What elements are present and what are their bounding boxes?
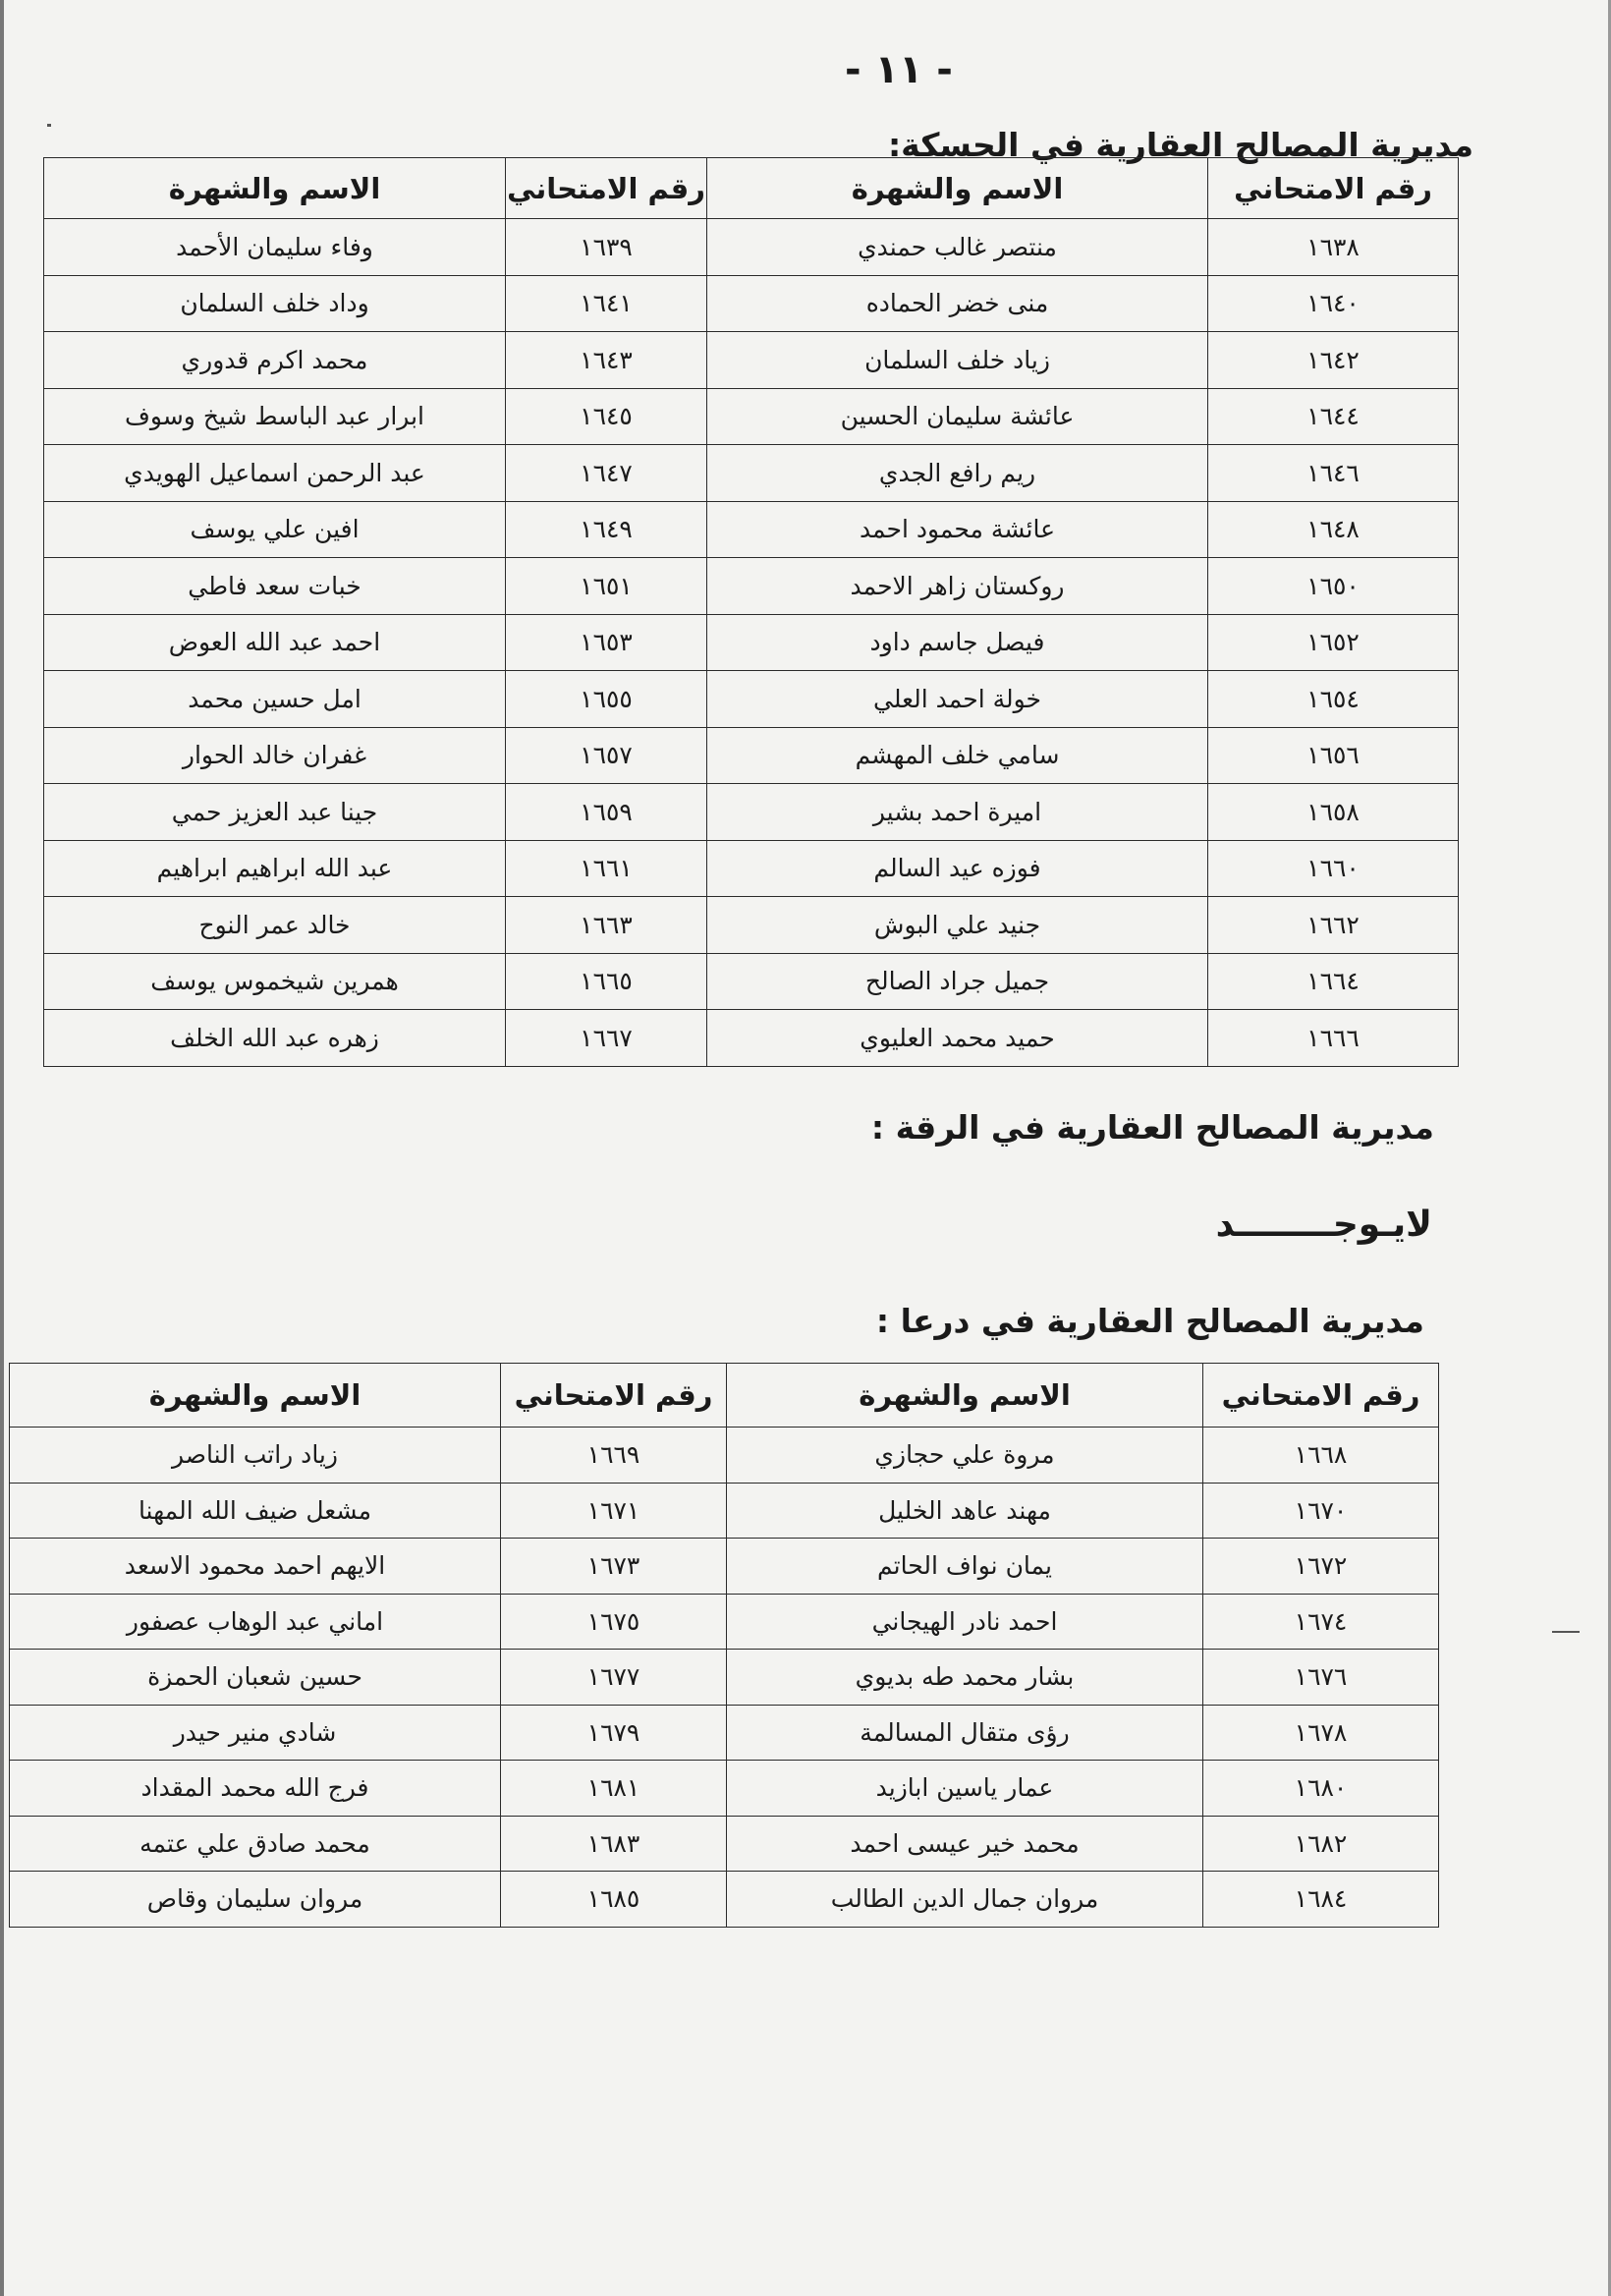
- cell-exam-number: ١٦٧٣: [501, 1539, 727, 1595]
- cell-full-name: افين علي يوسف: [44, 501, 506, 558]
- cell-full-name: همرين شيخموس يوسف: [44, 953, 506, 1010]
- cell-full-name: جميل جراد الصالح: [707, 953, 1208, 1010]
- cell-full-name: فيصل جاسم داود: [707, 614, 1208, 671]
- cell-full-name: مروان جمال الدين الطالب: [727, 1872, 1203, 1928]
- cell-full-name: فرج الله محمد المقداد: [10, 1761, 501, 1817]
- cell-full-name: بشار محمد طه بديوي: [727, 1650, 1203, 1706]
- cell-full-name: سامي خلف المهشم: [707, 727, 1208, 784]
- cell-exam-number: ١٦٥٨: [1208, 784, 1459, 841]
- cell-full-name: زهره عبد الله الخلف: [44, 1010, 506, 1067]
- cell-full-name: امل حسين محمد: [44, 671, 506, 728]
- table-row: [44, 388, 1459, 445]
- cell-full-name: مروة علي حجازي: [727, 1428, 1203, 1484]
- table-row: [10, 1761, 1439, 1817]
- margin-mark: [1552, 1631, 1580, 1633]
- table-row: [44, 1010, 1459, 1067]
- cell-full-name: اميرة احمد بشير: [707, 784, 1208, 841]
- table-body-hasakah: [44, 219, 1459, 1067]
- cell-full-name: عبد الرحمن اسماعيل الهويدي: [44, 445, 506, 502]
- section-heading-daraa: مديرية المصالح العقارية في درعا :: [875, 1302, 1424, 1340]
- cell-exam-number: ١٦٨٣: [501, 1816, 727, 1872]
- cell-exam-number: ١٦٥٠: [1208, 558, 1459, 615]
- table-row: [44, 897, 1459, 954]
- cell-full-name: غفران خالد الحوار: [44, 727, 506, 784]
- none-found-text: لايـوجــــــــد: [1215, 1204, 1432, 1245]
- header-exam-number: رقم الامتحاني: [1203, 1364, 1439, 1428]
- cell-full-name: منى خضر الحماده: [707, 275, 1208, 332]
- cell-exam-number: ١٦٤١: [506, 275, 707, 332]
- table-hasakah: [43, 157, 1459, 1067]
- cell-full-name: ابرار عبد الباسط شيخ وسوف: [44, 388, 506, 445]
- table-row: [44, 784, 1459, 841]
- cell-exam-number: ١٦٨٢: [1203, 1816, 1439, 1872]
- cell-exam-number: ١٦٤٥: [506, 388, 707, 445]
- cell-exam-number: ١٦٣٩: [506, 219, 707, 276]
- header-full-name: الاسم والشهرة: [44, 158, 506, 219]
- page-number: - ١١ -: [845, 47, 953, 92]
- table-row: [44, 558, 1459, 615]
- table-row: [10, 1650, 1439, 1706]
- cell-exam-number: ١٦٥٥: [506, 671, 707, 728]
- cell-exam-number: ١٦٦٤: [1208, 953, 1459, 1010]
- cell-exam-number: ١٦٦٦: [1208, 1010, 1459, 1067]
- cell-exam-number: ١٦٧٥: [501, 1594, 727, 1650]
- cell-exam-number: ١٦٧٩: [501, 1705, 727, 1761]
- cell-full-name: يمان نواف الحاتم: [727, 1539, 1203, 1595]
- cell-exam-number: ١٦٨٠: [1203, 1761, 1439, 1817]
- table-row: [44, 219, 1459, 276]
- cell-exam-number: ١٦٣٨: [1208, 219, 1459, 276]
- cell-exam-number: ١٦٥٦: [1208, 727, 1459, 784]
- cell-full-name: جينا عبد العزيز حمي: [44, 784, 506, 841]
- cell-exam-number: ١٦٤٨: [1208, 501, 1459, 558]
- table-row: [44, 445, 1459, 502]
- table-row: [10, 1816, 1439, 1872]
- cell-exam-number: ١٦٦٥: [506, 953, 707, 1010]
- table-row: [10, 1705, 1439, 1761]
- header-exam-number: رقم الامتحاني: [1208, 158, 1459, 219]
- cell-exam-number: ١٦٧٦: [1203, 1650, 1439, 1706]
- cell-full-name: مروان سليمان وقاص: [10, 1872, 501, 1928]
- cell-exam-number: ١٦٥٣: [506, 614, 707, 671]
- cell-exam-number: ١٦٤٣: [506, 332, 707, 389]
- cell-full-name: منتصر غالب حمندي: [707, 219, 1208, 276]
- cell-exam-number: ١٦٥٧: [506, 727, 707, 784]
- cell-exam-number: ١٦٨٤: [1203, 1872, 1439, 1928]
- cell-exam-number: ١٦٦٣: [506, 897, 707, 954]
- cell-full-name: حسين شعبان الحمزة: [10, 1650, 501, 1706]
- table-row: [44, 332, 1459, 389]
- cell-exam-number: ١٦٤٦: [1208, 445, 1459, 502]
- header-full-name: الاسم والشهرة: [727, 1364, 1203, 1428]
- cell-full-name: عائشة سليمان الحسين: [707, 388, 1208, 445]
- cell-full-name: ريم رافع الجدي: [707, 445, 1208, 502]
- cell-exam-number: ١٦٨١: [501, 1761, 727, 1817]
- cell-full-name: فوزه عيد السالم: [707, 840, 1208, 897]
- cell-exam-number: ١٦٥٢: [1208, 614, 1459, 671]
- cell-exam-number: ١٦٤٠: [1208, 275, 1459, 332]
- cell-full-name: عائشة محمود احمد: [707, 501, 1208, 558]
- table-row: [10, 1539, 1439, 1595]
- header-exam-number: رقم الامتحاني: [501, 1364, 727, 1428]
- cell-exam-number: ١٦٤٩: [506, 501, 707, 558]
- table-row: [44, 671, 1459, 728]
- cell-full-name: زياد راتب الناصر: [10, 1428, 501, 1484]
- cell-full-name: زياد خلف السلمان: [707, 332, 1208, 389]
- cell-exam-number: ١٦٦٢: [1208, 897, 1459, 954]
- cell-full-name: رؤى متقال المسالمة: [727, 1705, 1203, 1761]
- cell-full-name: مهند عاهد الخليل: [727, 1483, 1203, 1539]
- table-row: [10, 1483, 1439, 1539]
- cell-exam-number: ١٦٧١: [501, 1483, 727, 1539]
- table-row: [10, 1872, 1439, 1928]
- cell-full-name: الايهم احمد محمود الاسعد: [10, 1539, 501, 1595]
- cell-exam-number: ١٦٦٠: [1208, 840, 1459, 897]
- cell-full-name: شادي منير حيدر: [10, 1705, 501, 1761]
- table-row: [44, 953, 1459, 1010]
- cell-full-name: مشعل ضيف الله المهنا: [10, 1483, 501, 1539]
- cell-exam-number: ١٦٧٢: [1203, 1539, 1439, 1595]
- cell-full-name: محمد اكرم قدوري: [44, 332, 506, 389]
- cell-exam-number: ١٦٧٧: [501, 1650, 727, 1706]
- cell-full-name: عبد الله ابراهيم ابراهيم: [44, 840, 506, 897]
- header-full-name: الاسم والشهرة: [707, 158, 1208, 219]
- section-heading-raqqa: مديرية المصالح العقارية في الرقة :: [870, 1108, 1434, 1147]
- table-row: [44, 501, 1459, 558]
- cell-exam-number: ١٦٤٧: [506, 445, 707, 502]
- table-row: [44, 727, 1459, 784]
- cell-exam-number: ١٦٧٤: [1203, 1594, 1439, 1650]
- table-daraa: [9, 1363, 1439, 1928]
- cell-full-name: محمد خير عيسى احمد: [727, 1816, 1203, 1872]
- page-edge-left: [0, 0, 4, 2296]
- cell-exam-number: ١٦٥٩: [506, 784, 707, 841]
- cell-full-name: محمد صادق علي عتمه: [10, 1816, 501, 1872]
- table-body-daraa: [10, 1428, 1439, 1928]
- table-row: [10, 1594, 1439, 1650]
- table-header-row: [10, 1364, 1439, 1428]
- cell-exam-number: ١٦٥٤: [1208, 671, 1459, 728]
- table-header-row: [44, 158, 1459, 219]
- cell-exam-number: ١٦٧٨: [1203, 1705, 1439, 1761]
- table-row: [44, 275, 1459, 332]
- cell-full-name: احمد عبد الله العوض: [44, 614, 506, 671]
- cell-full-name: احمد نادر الهيجاني: [727, 1594, 1203, 1650]
- cell-full-name: حميد محمد العليوي: [707, 1010, 1208, 1067]
- cell-exam-number: ١٦٦٩: [501, 1428, 727, 1484]
- section-heading-hasakah: مديرية المصالح العقارية في الحسكة:: [887, 126, 1473, 164]
- cell-full-name: خولة احمد العلي: [707, 671, 1208, 728]
- cell-exam-number: ١٦٤٢: [1208, 332, 1459, 389]
- header-exam-number: رقم الامتحاني: [506, 158, 707, 219]
- cell-full-name: وداد خلف السلمان: [44, 275, 506, 332]
- cell-full-name: اماني عبد الوهاب عصفور: [10, 1594, 501, 1650]
- table-row: [44, 840, 1459, 897]
- cell-exam-number: ١٦٨٥: [501, 1872, 727, 1928]
- cell-full-name: خبات سعد فاطي: [44, 558, 506, 615]
- margin-mark: [47, 124, 51, 127]
- cell-full-name: وفاء سليمان الأحمد: [44, 219, 506, 276]
- cell-full-name: خالد عمر النوح: [44, 897, 506, 954]
- cell-full-name: عمار ياسين ابازيد: [727, 1761, 1203, 1817]
- table-row: [44, 614, 1459, 671]
- cell-full-name: روكستان زاهر الاحمد: [707, 558, 1208, 615]
- cell-exam-number: ١٦٦٧: [506, 1010, 707, 1067]
- cell-exam-number: ١٦٥١: [506, 558, 707, 615]
- cell-exam-number: ١٦٦٨: [1203, 1428, 1439, 1484]
- cell-exam-number: ١٦٧٠: [1203, 1483, 1439, 1539]
- header-full-name: الاسم والشهرة: [10, 1364, 501, 1428]
- table-row: [10, 1428, 1439, 1484]
- cell-exam-number: ١٦٤٤: [1208, 388, 1459, 445]
- cell-full-name: جنيد علي البوش: [707, 897, 1208, 954]
- cell-exam-number: ١٦٦١: [506, 840, 707, 897]
